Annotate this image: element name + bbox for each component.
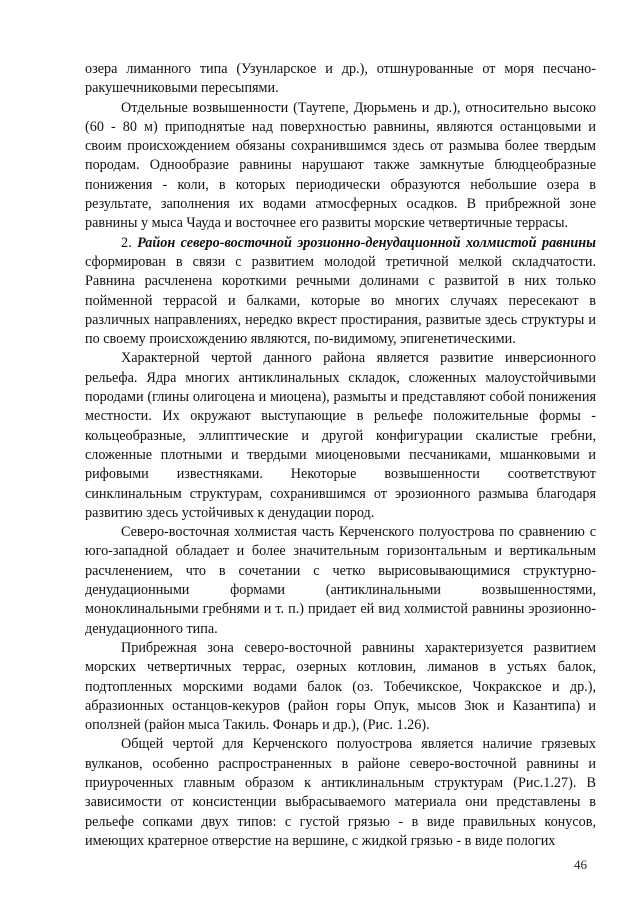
paragraph-2: Отдельные возвышенности (Таутепе, Дюрьмень и др.), относительно высоко (60 - 80 м) приподнятые над поверхностью равнины, являются останцовыми и своим происхождением обязаны сохранившимся здесь от размыва более твердым породам. Однообразие равнины нарушают также замкнутые блюдцеобразные понижения - коли, в которых периодически образуются небольшие озера в результате, заполнения их водами атмосферных осадков. В прибрежной зоне равнины у мыса Чауда и восточнее его развиты морские четвертичные террасы.: [85, 99, 596, 232]
paragraph-7: Общей чертой для Керченского полуострова является наличие грязевых вулканов, особенно распространенных в районе северо-восточной равнины и приуроченных главным образом к антиклинальным структурам (Рис.1.27). В зависимости от консистенции выбрасываемого материала они представлены в рельефе сопками двух типов: с густой грязью - в виде правильных конусов, имеющих кратерное отверстие на вершине, с жидкой грязью - в виде пологих: [85, 736, 596, 849]
document-page: [85, 60, 596, 851]
paragraph-4: Характерной чертой данного района является развитие инверсионного рельефа. Ядра многих антиклинальных складок, сложенных малоустойчивыми породами (глины олигоцена и миоцена), размыты и представляют собой понижения местности. Их окружают выступающие в рельефе положительные формы - кольцеобразные, эллиптические и другой конфигурации скалистые гребни, сложенные плотными и твердыми миоценовыми песчаниками, мшанковыми и рифовыми известняками. Некоторые возвышенности соответствуют синклинальным структурам, сохранившимся от эрозионного размыва благодаря развитию здесь устойчивых к денудации пород.: [85, 350, 596, 521]
paragraph-3: [85, 234, 596, 350]
page-number: 46: [574, 857, 587, 872]
paragraph-5: Северо-восточная холмистая часть Керченского полуострова по сравнению с юго-западной обладает и более значительным горизонтальным и вертикальным расчленением, что в сочетании с четко вырисовывающимися структурно-денудационными формами (антиклинальными возвышенностями, моноклинальными гребнями и т. п.) придает ей вид холмистой равнины эрозионно-денудационного типа.: [85, 524, 596, 637]
section-text: сформирован в связи с развитием молодой третичной мелкой складчатости. Равнина расчленена короткими речными долинами с развитой в них только пойменной террасой и балками, которые во многих случаях пересекают в различных направлениях, нередко вкрест простирания, развитые здесь структуры и по своему происхождению являются, по-видимому, эпигенетическими.: [85, 253, 596, 348]
section-number: 2.: [121, 234, 132, 251]
paragraph-6: Прибрежная зона северо-восточной равнины характеризуется развитием морских четвертичных террас, озерных котловин, лиманов в устьях балок, подтопленных морскими водами балок (оз. Тобечикское, Чокракское и др.), абразионных останцов-кекуров (район горы Опук, мысов Зюк и Казантипа) и оползней (район мыса Такиль. Фонарь и др.), (Рис. 1.26).: [85, 639, 596, 734]
paragraph-1: озера лиманного типа (Узунларское и др.), отшнурованные от моря песчано-ракушечниковыми пересыпями.: [85, 61, 596, 97]
section-heading: Район северо-восточной эрозионно-денудационной холмистой равнины: [137, 234, 597, 251]
